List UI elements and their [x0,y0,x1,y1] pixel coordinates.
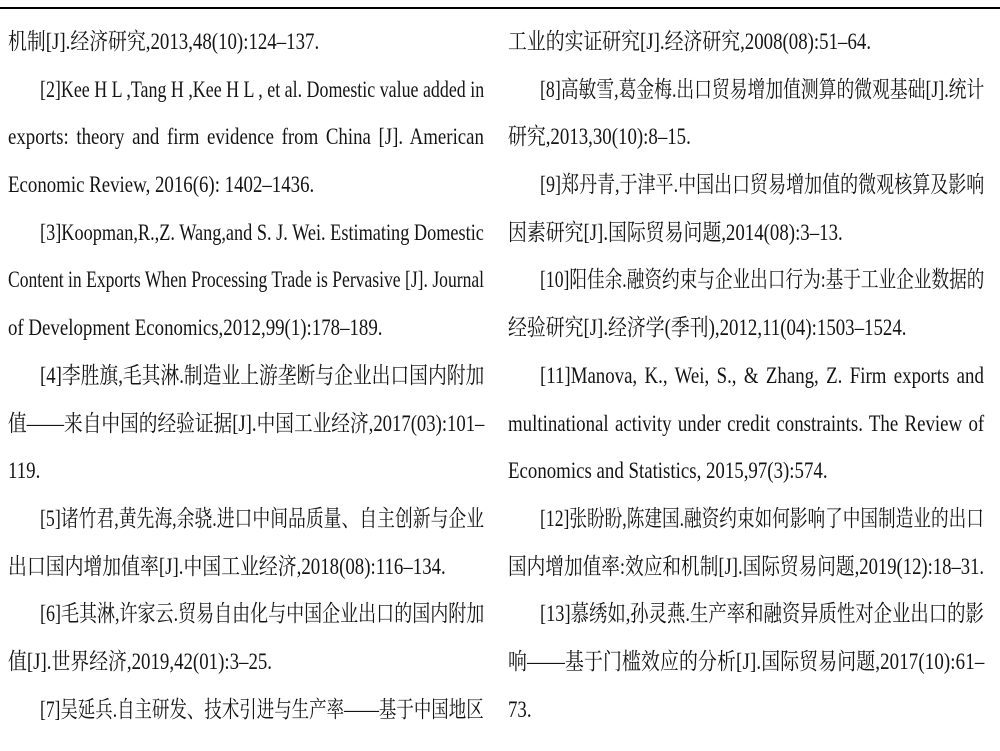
reference-line [8,161,485,209]
reference-text: 出口国内增加值率[J].中国工业经济,2018(08):116–134. [8,553,446,579]
reference-line [508,304,985,352]
reference-line [8,209,485,257]
reference-text: 73. [508,696,532,722]
reference-text: 响——基于门槛效应的分析[J].国际贸易问题,2017(10):61– [508,648,985,674]
reference-line [8,352,485,400]
reference-text: 119. [8,458,41,484]
reference-text: [4]李胜旗,毛其淋.制造业上游垄断与企业出口国内附加 [40,362,485,388]
reference-text: 值——来自中国的经验证据[J].中国工业经济,2017(03):101– [8,410,485,436]
reference-line [508,638,985,686]
reference-text: Economics and Statistics, 2015,97(3):574. [508,458,828,484]
reference-line [508,400,985,448]
reference-text: Content in Exports When Processing Trade is Pervasive [J]. Journal [8,267,485,293]
reference-text: of Development Economics,2012,99(1):178–189. [8,315,383,341]
reference-line [8,113,485,161]
reference-text: [12]张盼盼,陈建国.融资约束如何影响了中国制造业的出口 [540,505,984,531]
references-left-column [8,18,485,733]
reference-line [508,66,985,114]
reference-text: [8]高敏雪,葛金梅.出口贸易增加值测算的微观基础[J].统计 [540,76,985,102]
reference-text: [6]毛其淋,许家云.贸易自由化与中国企业出口的国内附加 [40,601,485,627]
reference-line [508,495,985,543]
reference-text: [11]Manova, K., Wei, S., & Zhang, Z. Firm exports and [540,362,984,388]
reference-text: [10]阳佳余.融资约束与企业出口行为:基于工业企业数据的 [540,267,985,293]
reference-text: 值[J].世界经济,2019,42(01):3–25. [8,648,273,674]
reference-text: 研究,2013,30(10):8–15. [508,124,691,150]
reference-line [8,495,485,543]
reference-text: [13]慕绣如,孙灵燕.生产率和融资异质性对企业出口的影 [540,601,984,627]
top-rule [0,7,1000,9]
reference-line [8,66,485,114]
reference-line [508,590,985,638]
reference-text: 国内增加值率:效应和机制[J].国际贸易问题,2019(12):18–31. [508,553,985,579]
reference-line [508,161,985,209]
reference-text: 机制[J].经济研究,2013,48(10):124–137. [8,29,320,54]
reference-line [508,686,985,734]
reference-text: multinational activity under credit constraints. The Review of [508,410,985,436]
reference-text: [5]诸竹君,黄先海,余骁.进口中间品质量、自主创新与企业 [40,505,485,531]
reference-line [8,447,485,495]
reference-line [508,113,985,161]
reference-text: [7]吴延兵.自主研发、技术引进与生产率——基于中国地区 [40,696,484,722]
reference-line [508,352,985,400]
reference-text: 因素研究[J].国际贸易问题,2014(08):3–13. [508,219,843,245]
references-right-column [508,18,985,733]
reference-text: exports: theory and firm evidence from China [J]. American [8,124,484,150]
reference-line [8,543,485,591]
reference-line [8,638,485,686]
reference-text: Economic Review, 2016(6): 1402–1436. [8,172,315,198]
reference-text: 工业的实证研究[J].经济研究,2008(08):51–64. [508,29,872,54]
reference-text: [2]Kee H L ,Tang H ,Kee H L , et al. Domestic value added in [40,76,485,102]
reference-line [508,447,985,495]
reference-line [8,18,485,66]
reference-line [508,256,985,304]
reference-text: 经验研究[J].经济学(季刊),2012,11(04):1503–1524. [508,315,907,341]
reference-line [8,304,485,352]
reference-line [8,256,485,304]
reference-line [508,18,985,66]
reference-text: [9]郑丹青,于津平.中国出口贸易增加值的微观核算及影响 [540,172,985,198]
reference-line [508,209,985,257]
reference-line [8,400,485,448]
reference-line [8,686,485,734]
reference-line [8,590,485,638]
reference-text: [3]Koopman,R.,Z. Wang,and S. J. Wei. Estimating Domestic [40,219,484,245]
reference-line [508,543,985,591]
